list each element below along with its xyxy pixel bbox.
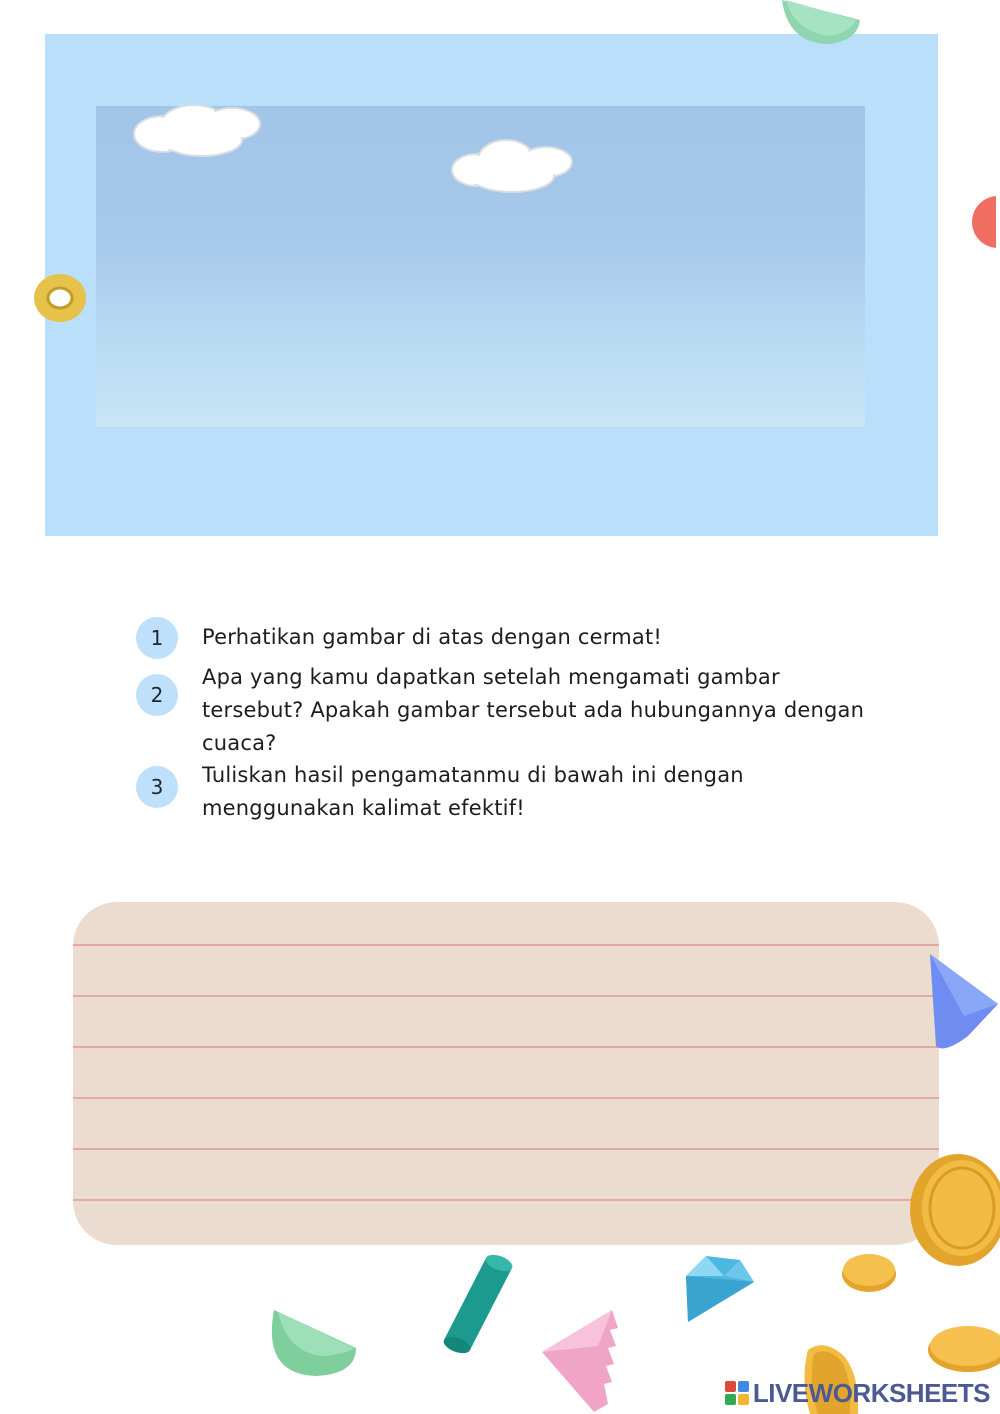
green-half-sphere-icon <box>268 1304 360 1380</box>
rule-line <box>73 1199 939 1201</box>
instruction-text-2: Apa yang kamu dapatkan setelah mengamati gambar tersebut? Apakah gambar tersebut ada hubungannya dengan cuaca? <box>202 665 865 755</box>
blue-cone-icon <box>928 950 1000 1056</box>
instruction-text-3: Tuliskan hasil pengamatanmu di bawah ini dengan menggunakan kalimat efektif! <box>202 763 744 820</box>
number-badge-1: 1 <box>136 617 178 659</box>
teal-cylinder-icon <box>440 1250 516 1356</box>
number-badge-2: 2 <box>136 674 178 716</box>
red-ball-icon <box>960 194 1000 250</box>
rule-line <box>73 1148 939 1150</box>
rule-line <box>73 1097 939 1099</box>
large-coin-icon <box>906 1152 1000 1270</box>
half-sphere-top-icon <box>778 0 862 46</box>
cloud-1 <box>132 104 264 160</box>
flat-coin-icon <box>924 1320 1000 1376</box>
pink-stairs-icon <box>538 1306 630 1414</box>
brand-text: LIVEWORKSHEETS <box>752 1377 990 1408</box>
number-badge-3: 3 <box>136 766 178 808</box>
answer-writing-area[interactable] <box>73 902 939 1245</box>
liveworksheets-brand <box>725 1376 990 1410</box>
diamond-icon <box>680 1252 756 1326</box>
liveworksheets-logo-icon <box>725 1381 749 1405</box>
rule-line <box>73 944 939 946</box>
cloud-2 <box>450 138 576 196</box>
sky-image <box>96 106 865 427</box>
rule-line <box>73 995 939 997</box>
small-coin-icon <box>840 1250 898 1294</box>
rule-line <box>73 1046 939 1048</box>
ring-icon <box>30 268 90 326</box>
instruction-text-1: Perhatikan gambar di atas dengan cermat! <box>202 625 663 649</box>
